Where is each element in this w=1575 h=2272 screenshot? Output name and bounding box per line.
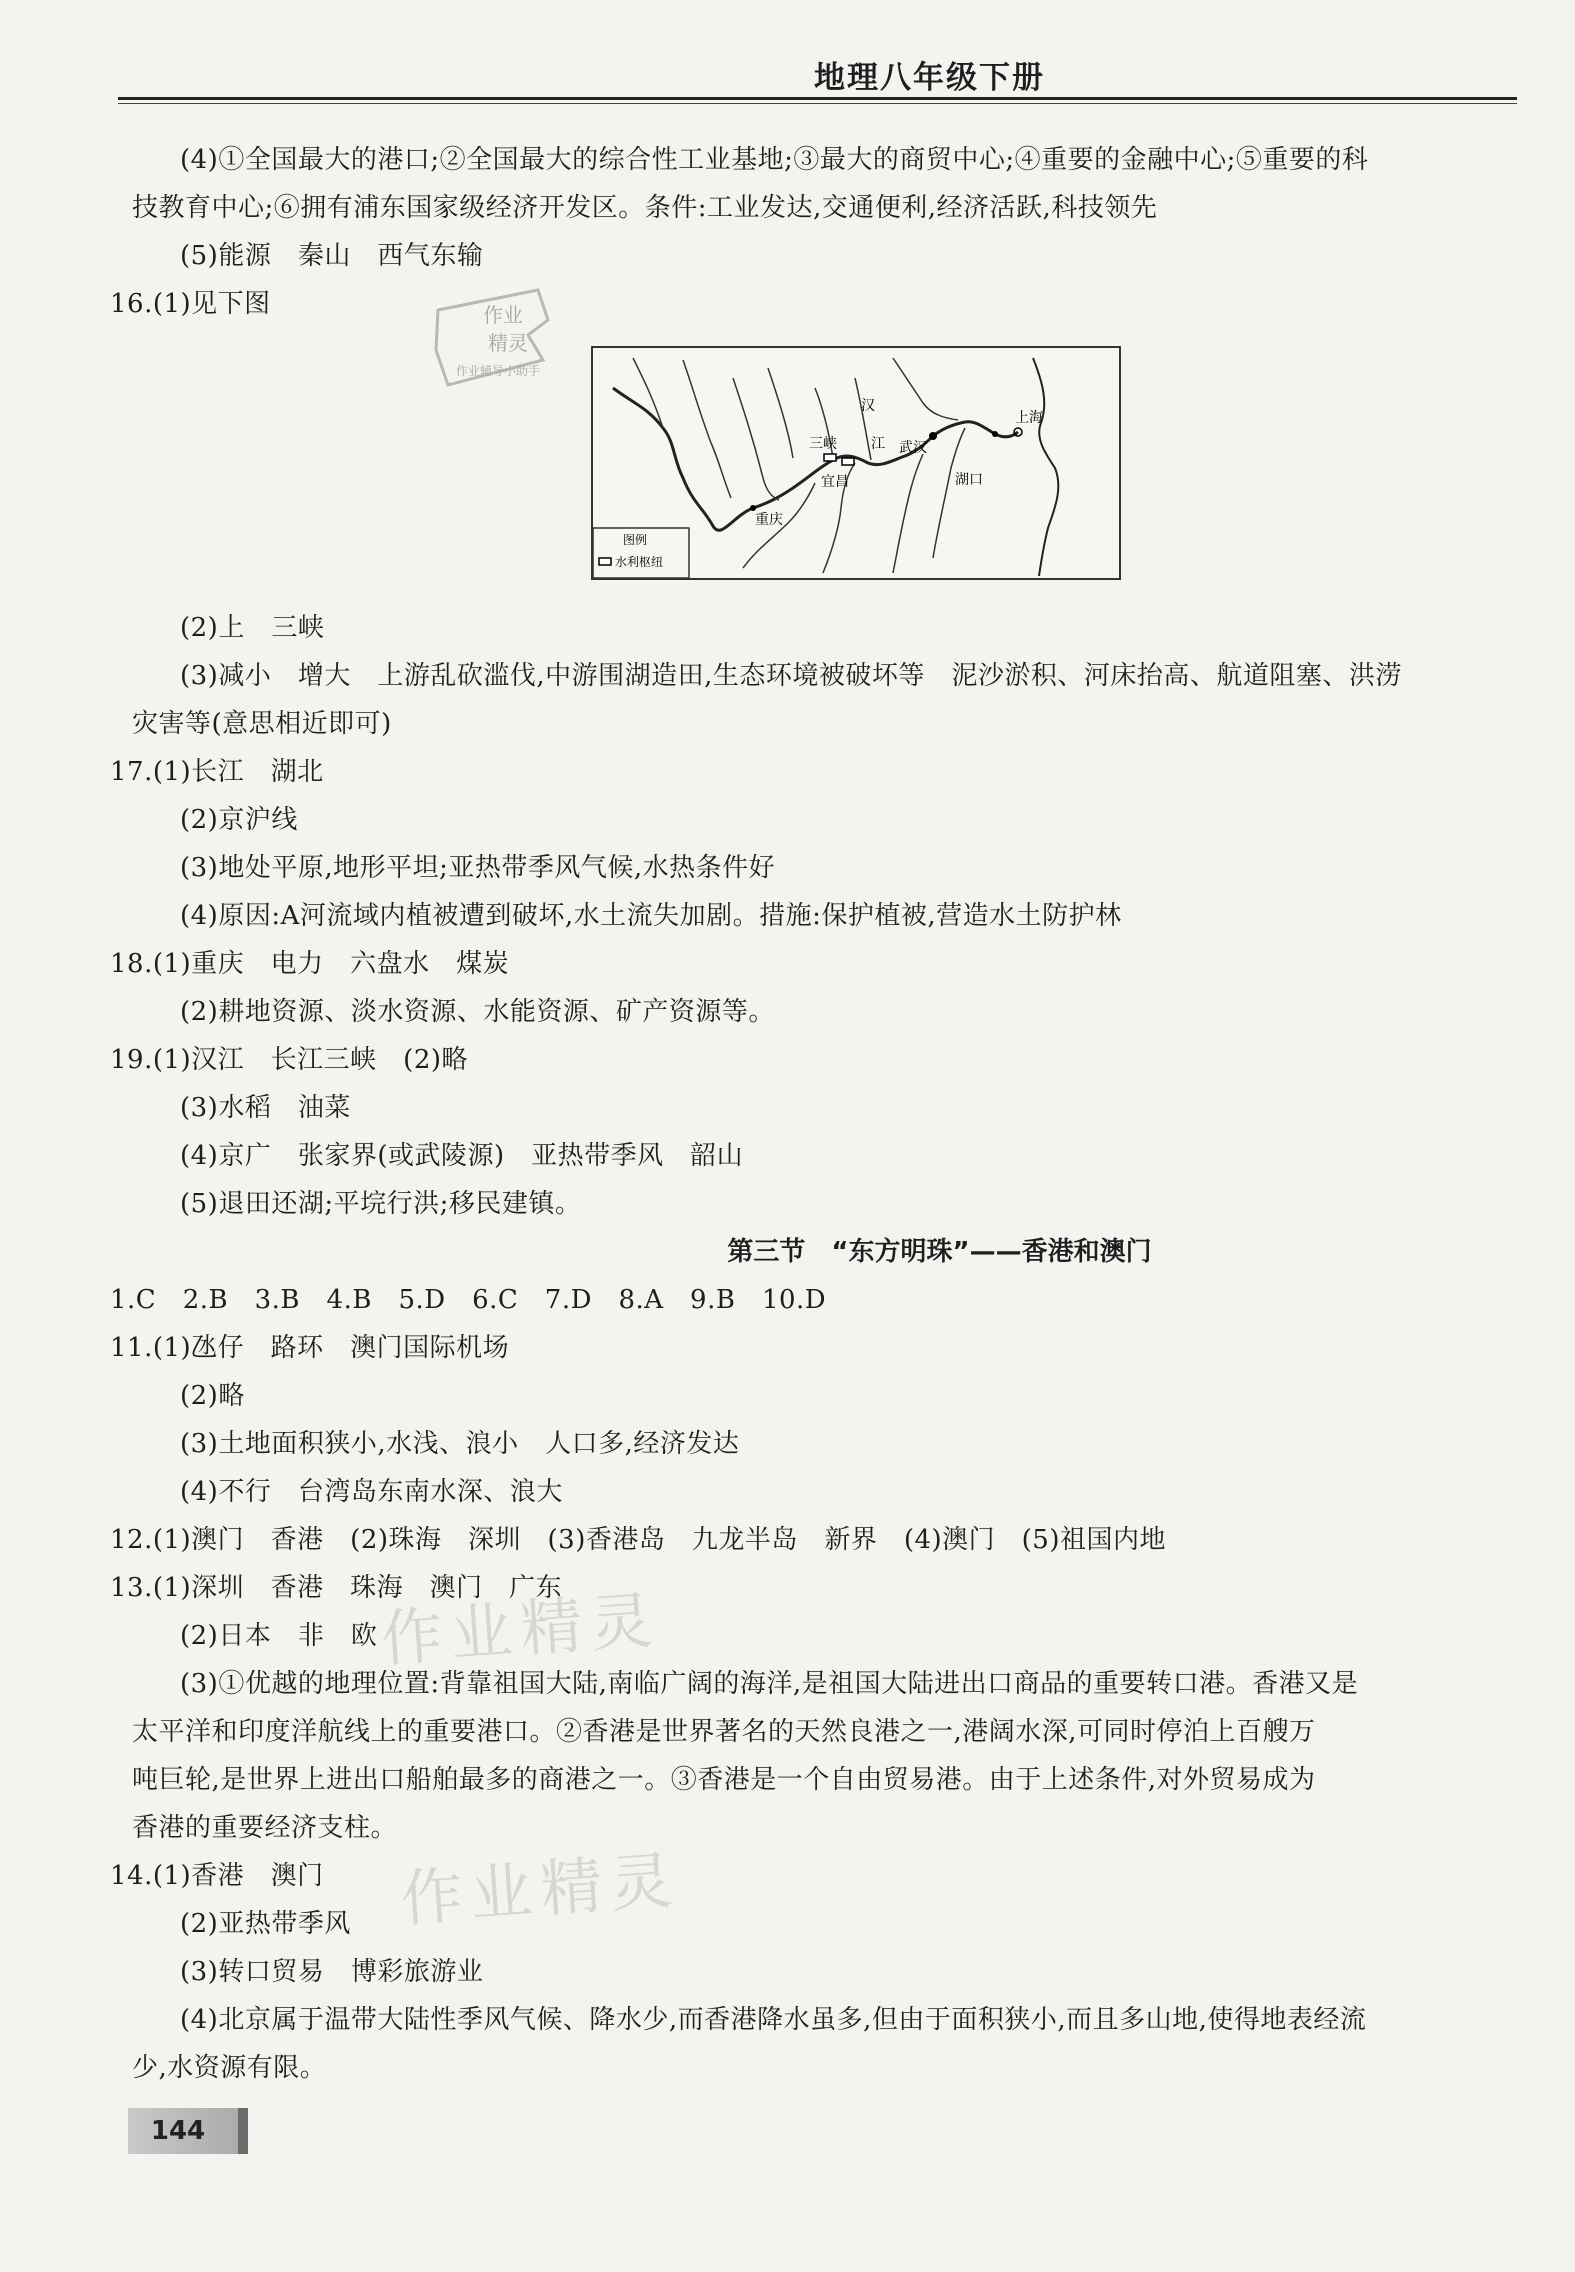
map-drawing xyxy=(593,348,1119,578)
answer-line: (3)地处平原,地形平坦;亚热带季风气候,水热条件好 xyxy=(180,853,776,883)
city-dot-chongqing xyxy=(750,505,756,511)
book-title: 地理八年级下册 xyxy=(814,60,1045,96)
legend-item: 水利枢纽 xyxy=(615,555,664,569)
answer-line: (3)土地面积狭小,水浅、浪小 人口多,经济发达 xyxy=(180,1429,740,1459)
answer-line: 太平洋和印度洋航线上的重要港口。②香港是世界著名的天然良港之一,港阔水深,可同时停泊上百艘万 xyxy=(132,1717,1316,1747)
dam-symbol-sanxia xyxy=(824,454,836,461)
answer-line: 吨巨轮,是世界上进出口船舶最多的商港之一。③香港是一个自由贸易港。由于上述条件,对外贸易成为 xyxy=(132,1765,1316,1795)
answer-line: (4)原因:A河流域内植被遭到破坏,水土流失加剧。措施:保护植被,营造水土防护林 xyxy=(180,901,1122,931)
answer-line: 14.(1)香港 澳门 xyxy=(110,1861,324,1891)
answer-line: (2)日本 非 欧 xyxy=(180,1621,378,1651)
answer-line: (3)①优越的地理位置:背靠祖国大陆,南临广阔的海洋,是祖国大陆进出口商品的重要转口港。香港又是 xyxy=(180,1669,1359,1699)
stamp-text-1: 作业 xyxy=(483,303,523,327)
answer-line: (5)能源 秦山 西气东输 xyxy=(180,241,484,271)
city-dot-wuhan xyxy=(929,432,937,440)
stamp-logo xyxy=(428,280,558,400)
tributary-line xyxy=(768,368,793,458)
label-sanxia: 三峡 xyxy=(809,436,837,452)
label-wuhan: 武汉 xyxy=(899,440,927,456)
answer-line: (3)水稻 油菜 xyxy=(180,1093,351,1123)
answer-line: 12.(1)澳门 香港 (2)珠海 深圳 (3)香港岛 九龙半岛 新界 (4)澳门 (5)祖国内地 xyxy=(110,1525,1166,1555)
tributary-line xyxy=(683,360,731,498)
han-river-line xyxy=(855,378,871,460)
label-hukou: 湖口 xyxy=(955,472,983,488)
answer-line: 香港的重要经济支柱。 xyxy=(132,1813,398,1843)
answer-line: 16.(1)见下图 xyxy=(110,289,271,319)
page-number-tab xyxy=(128,2108,248,2154)
label-yichang: 宜昌 xyxy=(821,474,849,490)
label-han: 汉 xyxy=(861,398,875,414)
answer-line: (4)①全国最大的港口;②全国最大的综合性工业基地;③最大的商贸中心;④重要的金融中心;⑤重要的科 xyxy=(180,145,1369,175)
header-rule-thin xyxy=(118,103,1517,104)
tributary-line xyxy=(633,358,663,428)
answer-line: 少,水资源有限。 xyxy=(132,2053,327,2083)
huai-river-line xyxy=(893,358,958,420)
watermark-text: 作业精灵 xyxy=(398,1843,683,1936)
answer-line: 18.(1)重庆 电力 六盘水 煤炭 xyxy=(110,949,510,979)
answer-line: (4)北京属于温带大陆性季风气候、降水少,而香港降水虽多,但由于面积狭小,而且多山地,使得地表经流 xyxy=(180,2005,1367,2035)
answer-line: (2)亚热带季风 xyxy=(180,1909,351,1939)
answer-content xyxy=(110,136,1517,2092)
city-dot-hukou xyxy=(992,431,998,437)
answer-line: 灾害等(意思相近即可) xyxy=(132,709,392,739)
watermark-text: 作业精灵 xyxy=(378,1583,663,1676)
dam-symbol-gezhouba xyxy=(842,458,854,465)
answer-line: (2)上 三峡 xyxy=(180,613,325,643)
answer-line: 技教育中心;⑥拥有浦东国家级经济开发区。条件:工业发达,交通便利,经济活跃,科技领先 xyxy=(132,193,1158,223)
tributary-line xyxy=(733,378,779,500)
legend-title: 图例 xyxy=(623,533,648,547)
section-heading: 第三节 “东方明珠”——香港和澳门 xyxy=(727,1237,1152,1267)
yangtze-river-map xyxy=(591,346,1121,580)
stamp-text-3: 作业辅导小助手 xyxy=(456,364,541,378)
coastline xyxy=(1033,358,1058,576)
map-figure-area xyxy=(132,303,1517,604)
label-shanghai: 上海 xyxy=(1015,410,1043,426)
answer-line: (4)不行 台湾岛东南水深、浪大 xyxy=(180,1477,563,1507)
answer-line: 11.(1)氹仔 路环 澳门国际机场 xyxy=(110,1333,510,1363)
answer-line: 1.C 2.B 3.B 4.B 5.D 6.C 7.D 8.A 9.B 10.D xyxy=(110,1285,827,1315)
answer-line: 13.(1)深圳 香港 珠海 澳门 广东 xyxy=(110,1573,563,1603)
legend-dam-symbol xyxy=(599,558,611,565)
label-chongqing: 重庆 xyxy=(755,512,783,528)
label-jiang: 江 xyxy=(871,436,885,452)
answer-line: 19.(1)汉江 长江三峡 (2)略 xyxy=(110,1045,469,1075)
page-number-bar xyxy=(238,2108,248,2154)
answer-line: (2)京沪线 xyxy=(180,805,298,835)
yangtze-river-line xyxy=(613,388,1018,530)
answer-line: (3)减小 增大 上游乱砍滥伐,中游围湖造田,生态环境被破坏等 泥沙淤积、河床抬高、航道阻塞、洪涝 xyxy=(180,661,1402,691)
answer-line: (3)转口贸易 博彩旅游业 xyxy=(180,1957,484,1987)
tributary-line xyxy=(933,428,965,558)
page-number: 144 xyxy=(150,2116,206,2146)
header-rule xyxy=(118,97,1517,100)
answer-line: (5)退田还湖;平垸行洪;移民建镇。 xyxy=(180,1189,582,1219)
answer-line: (2)略 xyxy=(180,1381,245,1411)
answer-line: 17.(1)长江 湖北 xyxy=(110,757,324,787)
answer-line: (4)京广 张家界(或武陵源) 亚热带季风 韶山 xyxy=(180,1141,744,1171)
tributary-line xyxy=(893,454,923,573)
stamp-text-2: 精灵 xyxy=(488,331,528,355)
answer-line: (2)耕地资源、淡水资源、水能资源、矿产资源等。 xyxy=(180,997,775,1027)
